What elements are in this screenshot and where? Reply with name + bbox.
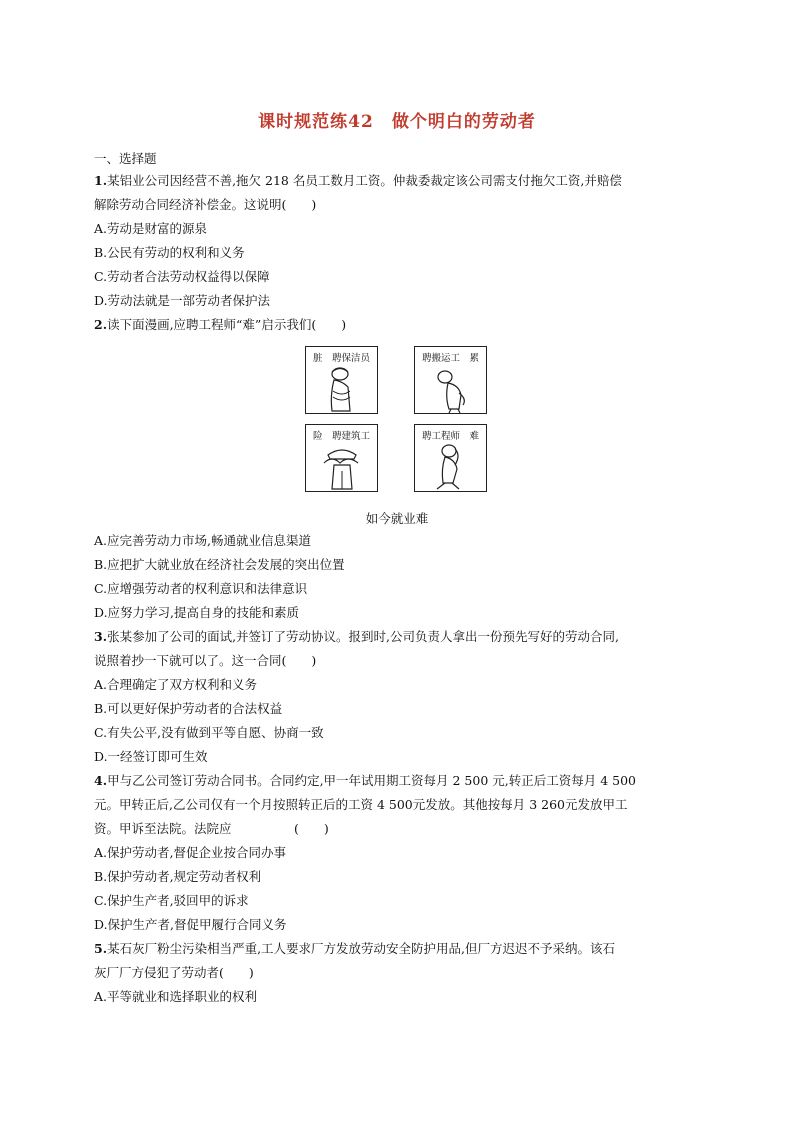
question-3-option-c[interactable]: C.有失公平,没有做到平等自愿、协商一致 xyxy=(94,725,324,740)
comic-panel-builder xyxy=(305,424,378,492)
question-3-option-a[interactable]: A.合理确定了双方权利和义务 xyxy=(94,677,258,692)
question-2-stem-line-1: 2.读下面漫画,应聘工程师“难”启示我们( ) xyxy=(94,317,347,332)
question-4-stem-line-3: 资。甲诉至法院。法院应 ( ) xyxy=(94,821,329,836)
question-4-option-c[interactable]: C.保护生产者,驳回甲的诉求 xyxy=(94,893,249,908)
question-4-stem-line-1: 4.甲与乙公司签订劳动合同书。合同约定,甲一年试用期工资每月 2 500 元,转正后工资每月 4 500 xyxy=(94,773,637,788)
question-number: 1. xyxy=(94,173,108,188)
comic-illustration xyxy=(305,346,491,494)
porter-figure-icon xyxy=(415,347,488,415)
comic-panel-caption: 脏 聘保洁员 xyxy=(312,353,370,364)
comic-panel-caption: 聘搬运工 累 xyxy=(421,353,479,364)
comic-panel-engineer xyxy=(414,424,487,492)
question-2-option-c[interactable]: C.应增强劳动者的权利意识和法律意识 xyxy=(94,581,308,596)
question-1-option-d[interactable]: D.劳动法就是一部劳动者保护法 xyxy=(94,293,271,308)
comic-panel-porter xyxy=(414,346,487,414)
page-title: 课时规范练42 做个明白的劳动者 xyxy=(258,112,536,132)
cleaner-figure-icon xyxy=(306,347,379,415)
builder-figure-icon xyxy=(306,425,379,493)
question-1-option-c[interactable]: C.劳动者合法劳动权益得以保障 xyxy=(94,269,270,284)
question-4-option-b[interactable]: B.保护劳动者,规定劳动者权利 xyxy=(94,869,262,884)
question-3-option-d[interactable]: D.一经签订即可生效 xyxy=(94,749,208,764)
question-number: 4. xyxy=(94,773,108,788)
question-2-option-a[interactable]: A.应完善劳动力市场,畅通就业信息渠道 xyxy=(94,533,311,548)
comic-caption: 如今就业难 xyxy=(365,511,429,526)
question-number: 5. xyxy=(94,941,108,956)
question-1-option-a[interactable]: A.劳动是财富的源泉 xyxy=(94,221,208,236)
comic-panel-caption: 聘工程师 难 xyxy=(421,431,479,442)
engineer-figure-icon xyxy=(415,425,488,493)
question-1-stem-line-2: 解除劳动合同经济补偿金。这说明( ) xyxy=(94,197,317,212)
question-2-option-d[interactable]: D.应努力学习,提高自身的技能和素质 xyxy=(94,605,300,620)
comic-panel-cleaner xyxy=(305,346,378,414)
question-4-stem-line-2: 元。甲转正后,乙公司仅有一个月按照转正后的工资 4 500元发放。其他按每月 3 260元发放甲工 xyxy=(94,797,628,812)
question-5-stem-line-2: 灰厂厂方侵犯了劳动者( ) xyxy=(94,965,254,980)
question-3-stem-line-1: 3.张某参加了公司的面试,并签订了劳动协议。报到时,公司负责人拿出一份预先写好的劳动合同, xyxy=(94,629,619,644)
question-3-option-b[interactable]: B.可以更好保护劳动者的合法权益 xyxy=(94,701,283,716)
question-number: 3. xyxy=(94,629,108,644)
comic-panel-caption: 险 聘建筑工 xyxy=(312,431,370,442)
question-number: 2. xyxy=(94,317,108,332)
question-5-option-a[interactable]: A.平等就业和选择职业的权利 xyxy=(94,989,258,1004)
question-4-option-d[interactable]: D.保护生产者,督促甲履行合同义务 xyxy=(94,917,287,932)
question-3-stem-line-2: 说照着抄一下就可以了。这一合同( ) xyxy=(94,653,317,668)
question-1-stem-line-1: 1.某铝业公司因经营不善,拖欠 218 名员工数月工资。仲裁委裁定该公司需支付拖欠工资,并赔偿 xyxy=(94,173,622,188)
question-2-option-b[interactable]: B.应把扩大就业放在经济社会发展的突出位置 xyxy=(94,557,345,572)
question-4-option-a[interactable]: A.保护劳动者,督促企业按合同办事 xyxy=(94,845,286,860)
section-heading: 一、选择题 xyxy=(94,151,157,166)
question-5-stem-line-1: 5.某石灰厂粉尘污染相当严重,工人要求厂方发放劳动安全防护用品,但厂方迟迟不予采纳。该石 xyxy=(94,941,616,956)
question-1-option-b[interactable]: B.公民有劳动的权利和义务 xyxy=(94,245,245,260)
